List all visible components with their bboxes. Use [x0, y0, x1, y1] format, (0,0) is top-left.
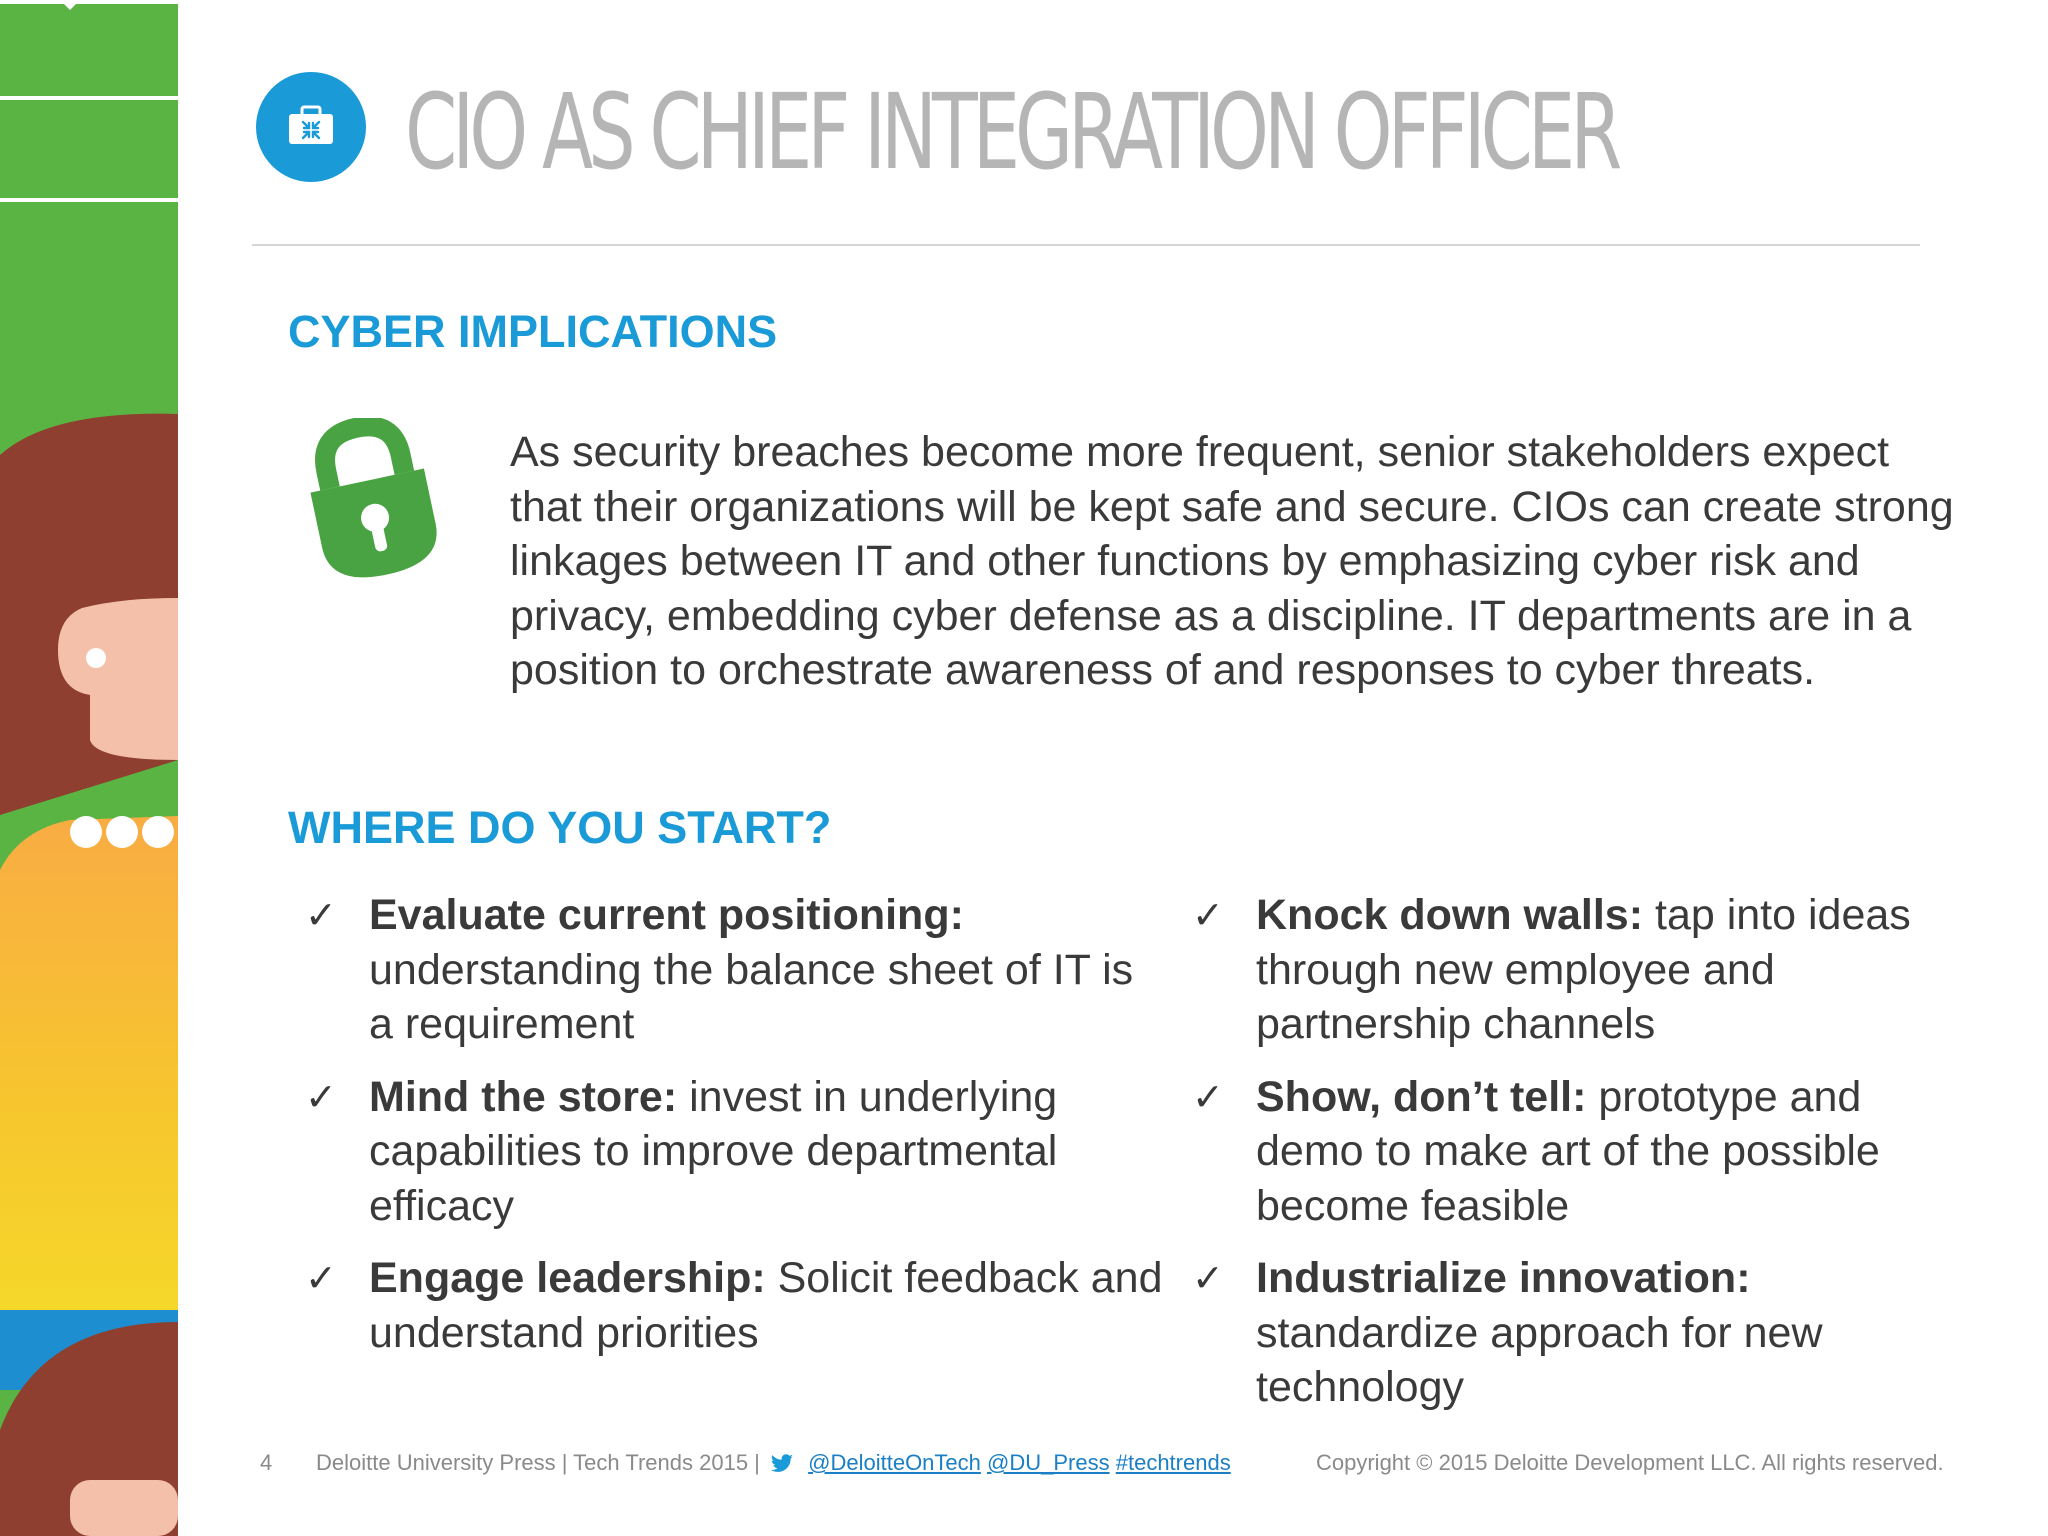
- footer-source-text: Deloitte University Press | Tech Trends 2015 |: [316, 1450, 760, 1475]
- twitter-bird-icon: [770, 1454, 794, 1474]
- recommendations-right-list: [1192, 888, 1952, 1433]
- item-lead: Engage leadership:: [369, 1254, 766, 1302]
- item-lead: Mind the store:: [369, 1072, 678, 1121]
- page-title: CIO AS CHIEF INTEGRATION OFFICER: [405, 71, 1618, 193]
- copyright-text: Copyright © 2015 Deloitte Development LLC. All rights reserved.: [1316, 1450, 1944, 1475]
- title-badge: [256, 72, 366, 182]
- checkmark-icon: ✓: [1192, 1074, 1224, 1119]
- checkmark-icon: ✓: [305, 893, 337, 937]
- list-item: [305, 1251, 1165, 1360]
- list-item: [1192, 1070, 1952, 1234]
- checkmark-icon: ✓: [305, 1074, 337, 1119]
- item-text: invest in underlying capabilities to improve departmental efficacy: [369, 1072, 1058, 1230]
- footer-source: [316, 1450, 1231, 1476]
- item-text: standardize approach for new technology: [1256, 1308, 1823, 1411]
- item-text: prototype and demo to make art of the possible become feasible: [1256, 1072, 1880, 1230]
- footer-link-techtrends[interactable]: #techtrends: [1115, 1450, 1231, 1475]
- item-lead: Show, don’t tell:: [1256, 1072, 1587, 1121]
- list-item: [1192, 1251, 1952, 1415]
- page-number: 4: [260, 1450, 273, 1475]
- where-do-you-start-heading: WHERE DO YOU START?: [288, 802, 832, 853]
- item-lead: Knock down walls:: [1256, 891, 1644, 939]
- item-text: tap into ideas through new employee and partnership channels: [1256, 891, 1911, 1048]
- item-text: understanding the balance sheet of IT is a requirement: [369, 945, 1134, 1048]
- decorative-illustration-strip: [0, 0, 178, 1536]
- title-divider: [252, 244, 1920, 246]
- footer-link-du-press[interactable]: @DU_Press: [987, 1450, 1110, 1475]
- padlock-icon: [305, 418, 441, 584]
- briefcase-arrows-icon: [256, 72, 366, 182]
- cyber-implications-heading: CYBER IMPLICATIONS: [288, 306, 778, 357]
- checkmark-icon: ✓: [305, 1256, 337, 1300]
- checkmark-icon: ✓: [1192, 893, 1224, 937]
- list-item: [305, 888, 1165, 1052]
- list-item: [1192, 888, 1952, 1052]
- item-text: Solicit feedback and understand priorities: [369, 1254, 1163, 1357]
- recommendations-left-list: [305, 888, 1165, 1378]
- cyber-implications-text: As security breaches become more frequent, senior stakeholders expect that their organizations will be kept safe and secure. CIOs can create strong linkages between IT and other functions by emphasizing cyber risk and privacy, embedding cyber defense as a discipline. IT departments are in a position to orchestrate awareness of and responses to cyber threats.: [510, 428, 1954, 694]
- checkmark-icon: ✓: [1192, 1256, 1224, 1300]
- item-lead: Evaluate current positioning:: [369, 891, 964, 939]
- list-item: [305, 1070, 1165, 1234]
- item-lead: Industrialize innovation:: [1256, 1254, 1751, 1302]
- footer-link-deloitteontech[interactable]: @DeloitteOnTech: [808, 1450, 981, 1475]
